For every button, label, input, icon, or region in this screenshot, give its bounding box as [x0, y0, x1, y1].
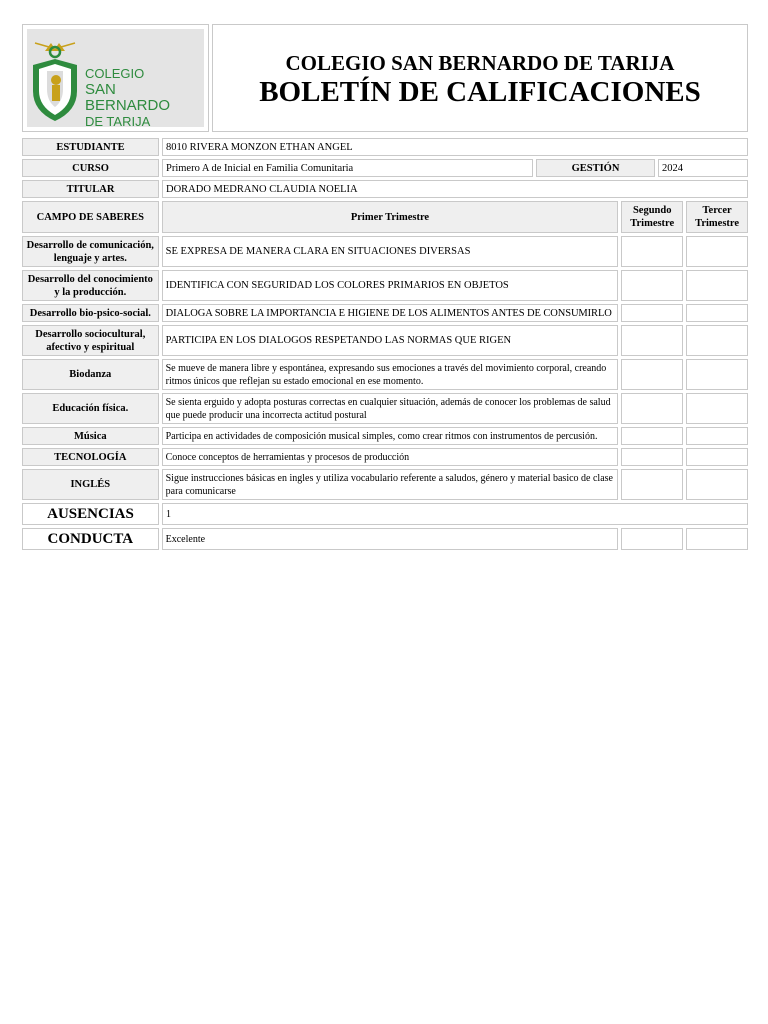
absences-value: 1 — [162, 503, 748, 525]
t2-cell — [621, 270, 683, 301]
t3-cell — [686, 236, 748, 267]
campo-cell: Desarrollo de comunicación, lenguaje y artes. — [22, 236, 159, 267]
t3-cell — [686, 393, 748, 424]
titular-row — [22, 180, 748, 198]
campo-cell: Desarrollo bio-psico-social. — [22, 304, 159, 322]
t3-cell — [686, 304, 748, 322]
campo-cell: Biodanza — [22, 359, 159, 390]
col-t3-header — [686, 201, 748, 233]
campo-cell: Desarrollo sociocultural, afectivo y espiritual — [22, 325, 159, 356]
course-row — [22, 159, 748, 177]
t2-cell — [621, 393, 683, 424]
t1-cell: Se sienta erguido y adopta posturas correctas en cualquier situación, además de conocer los problemas de salud que puede producir una incorrecta actitud postural — [162, 393, 619, 424]
campo-cell: Música — [22, 427, 159, 445]
t3-cell — [686, 359, 748, 390]
table-row — [22, 325, 748, 356]
gestion-value: 2024 — [658, 159, 748, 177]
report-card — [22, 24, 748, 550]
table-row — [22, 427, 748, 445]
col-t2-line2: Trimestre — [630, 218, 675, 229]
t3-cell — [686, 270, 748, 301]
gestion-label: GESTIÓN — [536, 159, 655, 177]
t2-cell — [621, 359, 683, 390]
table-row — [22, 236, 748, 267]
t2-cell — [621, 325, 683, 356]
t1-cell: SE EXPRESA DE MANERA CLARA EN SITUACIONES DIVERSAS — [162, 236, 619, 267]
document-title: BOLETÍN DE CALIFICACIONES — [259, 76, 701, 108]
table-row — [22, 359, 748, 390]
student-row — [22, 138, 748, 156]
t2-cell — [621, 236, 683, 267]
campo-cell: Desarrollo del conocimiento y la producción. — [22, 270, 159, 301]
t1-cell: DIALOGA SOBRE LA IMPORTANCIA E HIGIENE DE LOS ALIMENTOS ANTES DE CONSUMIRLO — [162, 304, 619, 322]
table-row — [22, 270, 748, 301]
col-campo-header: CAMPO DE SABERES — [22, 201, 159, 233]
logo-text-2: SAN BERNARDO — [85, 81, 171, 114]
t1-cell: Participa en actividades de composición musical simples, como crear ritmos con instrumentos de percusión. — [162, 427, 619, 445]
col-t3-line1: Tercer — [702, 205, 732, 216]
t2-cell — [621, 448, 683, 466]
absences-row — [22, 503, 748, 525]
school-name: COLEGIO SAN BERNARDO DE TARIJA — [285, 51, 675, 75]
course-value: Primero A de Inicial en Familia Comunitaria — [162, 159, 533, 177]
conduct-value: Excelente — [162, 528, 619, 550]
t1-cell: Sigue instrucciones básicas en ingles y utiliza vocabulario referente a saludos, género y material basico de clase para comunicarse — [162, 469, 619, 500]
col-t1-header: Primer Trimestre — [162, 201, 619, 233]
course-label: CURSO — [22, 159, 159, 177]
t2-cell — [621, 304, 683, 322]
campo-cell: Educación física. — [22, 393, 159, 424]
title-block — [212, 24, 748, 132]
t1-cell: Conoce conceptos de herramientas y procesos de producción — [162, 448, 619, 466]
logo-frame — [22, 24, 209, 132]
campo-cell: TECNOLOGÍA — [22, 448, 159, 466]
campo-cell: INGLÉS — [22, 469, 159, 500]
conduct-t3-cell — [686, 528, 748, 550]
conduct-row — [22, 528, 748, 550]
t3-cell — [686, 427, 748, 445]
t2-cell — [621, 469, 683, 500]
t3-cell — [686, 469, 748, 500]
t3-cell — [686, 448, 748, 466]
conduct-t2-cell — [621, 528, 683, 550]
logo-text-3: DE TARIJA — [85, 114, 151, 129]
t1-cell: PARTICIPA EN LOS DIALOGOS RESPETANDO LAS NORMAS QUE RIGEN — [162, 325, 619, 356]
t1-cell: Se mueve de manera libre y espontánea, expresando sus emociones a través del movimiento corporal, creando ritmos únicos que reflejan su estado emocional en ese momento. — [162, 359, 619, 390]
conduct-label: CONDUCTA — [22, 528, 159, 550]
absences-label: AUSENCIAS — [22, 503, 159, 525]
titular-label: TITULAR — [22, 180, 159, 198]
grades-header — [22, 201, 748, 233]
col-t3-line2: Trimestre — [695, 218, 740, 229]
t1-cell: IDENTIFICA CON SEGURIDAD LOS COLORES PRIMARIOS EN OBJETOS — [162, 270, 619, 301]
titular-value: DORADO MEDRANO CLAUDIA NOELIA — [162, 180, 748, 198]
table-row — [22, 469, 748, 500]
header — [22, 24, 748, 132]
t2-cell — [621, 427, 683, 445]
student-value: 8010 RIVERA MONZON ETHAN ANGEL — [162, 138, 748, 156]
school-logo — [27, 29, 204, 127]
col-t2-header — [621, 201, 683, 233]
logo-text-1: COLEGIO — [85, 66, 145, 81]
student-label: ESTUDIANTE — [22, 138, 159, 156]
table-row — [22, 448, 748, 466]
table-row — [22, 393, 748, 424]
col-t2-line1: Segundo — [632, 205, 672, 216]
t3-cell — [686, 325, 748, 356]
table-row — [22, 304, 748, 322]
